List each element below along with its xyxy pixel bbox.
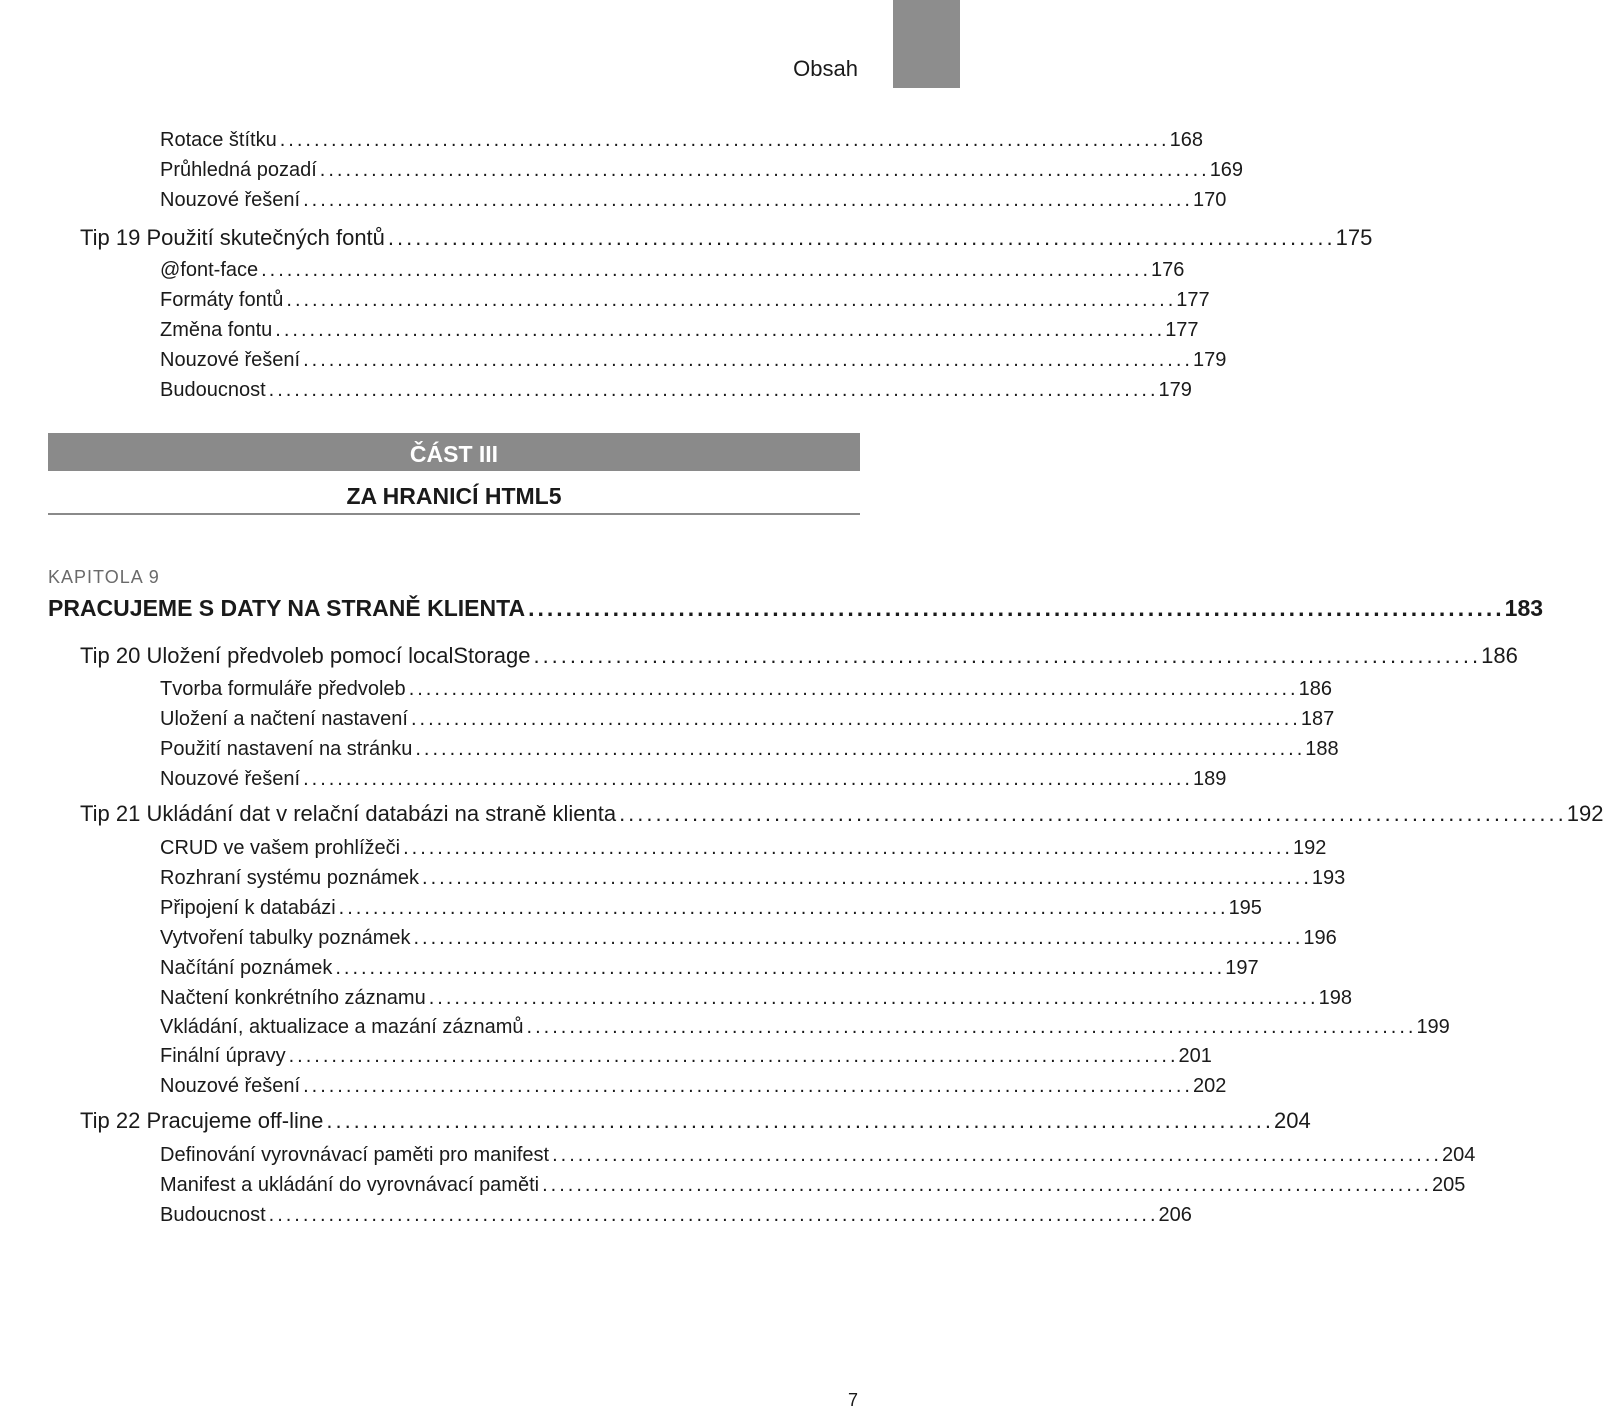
- dot-leader: ........................................................................................................: [413, 927, 1304, 949]
- toc-entry[interactable]: [160, 986, 1352, 1010]
- chapter-kicker: KAPITOLA 9: [48, 567, 160, 587]
- toc-entry-page: 205: [1431, 1174, 1466, 1196]
- toc-entry-page: 175: [1335, 225, 1373, 250]
- toc-entry[interactable]: [160, 866, 1346, 890]
- toc-entry-page: 192: [1566, 801, 1603, 826]
- dot-leader: ........................................................................................................: [303, 1075, 1193, 1097]
- toc-entry-page: 189: [1192, 768, 1227, 790]
- toc-entry-title: Načítání poznámek: [160, 957, 333, 979]
- toc-entry[interactable]: [160, 677, 1332, 701]
- toc-entry-title: Nouzové řešení: [160, 768, 301, 790]
- toc-entry-page: 186: [1481, 643, 1518, 668]
- dot-leader: ........................................................................................................: [422, 867, 1312, 889]
- dot-leader: ........................................................................................................: [552, 1144, 1442, 1166]
- toc-entry-title: Nouzové řešení: [160, 189, 301, 211]
- toc-entry-page: 197: [1225, 957, 1259, 979]
- toc-entry-title: Průhledná pozadí: [160, 159, 317, 181]
- toc-entry-page: 186: [1298, 678, 1332, 700]
- toc-entry-title: Rozhraní systému poznámek: [160, 867, 420, 889]
- toc-entry-title: PRACUJEME S DATY NA STRANĚ KLIENTA: [48, 595, 526, 621]
- toc-entry-title: Vytvoření tabulky poznámek: [160, 927, 411, 949]
- dot-leader: ........................................................................................................: [303, 349, 1193, 371]
- toc-entry-page: 176: [1151, 259, 1185, 281]
- toc-entry[interactable]: [160, 258, 1185, 282]
- toc-entry-title: Formáty fontů: [160, 289, 284, 311]
- toc-entry[interactable]: [160, 378, 1192, 402]
- toc-entry-title: Rotace štítku: [160, 129, 277, 151]
- toc-entry-page: 177: [1165, 319, 1199, 341]
- dot-leader: ........................................................................................................: [526, 1016, 1417, 1038]
- part-label: ČÁST III: [409, 441, 499, 467]
- toc-entry-page: 198: [1318, 987, 1352, 1009]
- toc-entry-title: Uložení a načtení nastavení: [160, 708, 408, 730]
- dot-leader: ........................................................................................................: [428, 987, 1319, 1009]
- toc-entry[interactable]: [160, 318, 1199, 342]
- toc-entry-title: Načtení konkrétního záznamu: [160, 987, 426, 1009]
- toc-entry[interactable]: [160, 128, 1203, 152]
- dot-leader: ........................................................................................................: [268, 1204, 1159, 1226]
- toc-entry-page: 192: [1292, 837, 1327, 859]
- dot-leader: ........................................................................................................: [275, 319, 1166, 341]
- dot-leader: ........................................................................................................: [303, 189, 1193, 211]
- toc-entry-page: 183: [1504, 595, 1544, 621]
- toc-entry-page: 169: [1209, 159, 1244, 181]
- toc-entry-title: Vkládání, aktualizace a mazání záznamů: [160, 1016, 524, 1038]
- toc-entry-title: Tip 22 Pracujeme off-line: [80, 1108, 324, 1133]
- toc-entry[interactable]: [160, 737, 1339, 761]
- dot-leader: ........................................................................................................: [279, 129, 1170, 151]
- toc-entry[interactable]: [160, 348, 1227, 372]
- toc-entry-page: 187: [1300, 708, 1335, 730]
- toc-entry-page: 199: [1416, 1016, 1450, 1038]
- toc-entry-page: 177: [1176, 289, 1210, 311]
- dot-leader: ........................................................................................................: [542, 1174, 1432, 1196]
- toc-entry-page: 188: [1305, 738, 1339, 760]
- toc-entry-page: 168: [1169, 129, 1203, 151]
- dot-leader: ........................................................................................................: [288, 1045, 1179, 1067]
- toc-entry[interactable]: [160, 767, 1227, 791]
- toc-tip-19[interactable]: [80, 225, 1373, 251]
- toc-entry-title: Tvorba formuláře předvoleb: [160, 678, 406, 700]
- dot-leader: ........................................................................................................: [286, 289, 1177, 311]
- toc-entry[interactable]: [160, 707, 1335, 731]
- toc-tip-21[interactable]: [80, 801, 1603, 827]
- toc-entry[interactable]: [160, 188, 1227, 212]
- dot-leader: ........................................................................................................: [533, 643, 1482, 668]
- toc-entry[interactable]: [160, 956, 1259, 980]
- toc-entry-title: Nouzové řešení: [160, 1075, 301, 1097]
- toc-entry-title: Změna fontu: [160, 319, 273, 341]
- toc-entry-page: 179: [1158, 379, 1192, 401]
- dot-leader: ........................................................................................................: [415, 738, 1306, 760]
- dot-leader: ........................................................................................................: [387, 225, 1336, 250]
- dot-leader: ........................................................................................................: [528, 595, 1505, 621]
- toc-entry-page: 195: [1228, 897, 1262, 919]
- toc-entry-title: Budoucnost: [160, 1204, 266, 1226]
- toc-entry[interactable]: [160, 288, 1210, 312]
- dot-leader: ........................................................................................................: [303, 768, 1193, 790]
- dot-leader: ........................................................................................................: [410, 708, 1301, 730]
- toc-entry[interactable]: [160, 1044, 1212, 1068]
- toc-entry-page: 201: [1178, 1045, 1212, 1067]
- part-divider: [48, 513, 860, 515]
- dot-leader: ........................................................................................................: [261, 259, 1152, 281]
- toc-entry-page: 204: [1274, 1108, 1311, 1133]
- toc-entry-title: Tip 20 Uložení předvoleb pomocí localStorage: [80, 643, 531, 668]
- dot-leader: ........................................................................................................: [335, 957, 1226, 979]
- toc-entry[interactable]: [160, 836, 1327, 860]
- toc-entry-title: @font-face: [160, 259, 259, 281]
- page-number: 7: [847, 1390, 858, 1410]
- toc-entry-title: Budoucnost: [160, 379, 266, 401]
- toc-entry-title: Definování vyrovnávací paměti pro manifest: [160, 1144, 550, 1166]
- toc-chapter-9[interactable]: [48, 595, 1544, 623]
- dot-leader: ........................................................................................................: [338, 897, 1229, 919]
- toc-entry-title: Tip 21 Ukládání dat v relační databázi na straně klienta: [80, 801, 617, 826]
- toc-entry[interactable]: [160, 1143, 1476, 1167]
- part-title: ZA HRANICÍ HTML5: [346, 483, 562, 509]
- running-header: Obsah: [793, 56, 858, 81]
- toc-entry-title: Připojení k databázi: [160, 897, 336, 919]
- dot-leader: ........................................................................................................: [268, 379, 1159, 401]
- toc-entry-title: Nouzové řešení: [160, 349, 301, 371]
- toc-entry-page: 193: [1311, 867, 1346, 889]
- toc-entry-page: 206: [1158, 1204, 1192, 1226]
- toc-entry[interactable]: [160, 158, 1244, 182]
- corner-tab: [893, 0, 960, 88]
- toc-entry-title: Použití nastavení na stránku: [160, 738, 413, 760]
- dot-leader: ........................................................................................................: [319, 159, 1210, 181]
- toc-tip-22[interactable]: [80, 1108, 1311, 1134]
- toc-entry-page: 196: [1303, 927, 1337, 949]
- toc-entry-page: 202: [1192, 1075, 1227, 1097]
- toc-entry[interactable]: [160, 926, 1337, 950]
- toc-entry-title: Manifest a ukládání do vyrovnávací paměti: [160, 1174, 540, 1196]
- toc-entry[interactable]: [160, 896, 1262, 920]
- toc-entry[interactable]: [160, 1203, 1192, 1227]
- toc-entry-page: 204: [1441, 1144, 1476, 1166]
- dot-leader: ........................................................................................................: [408, 678, 1299, 700]
- toc-entry-page: 170: [1192, 189, 1227, 211]
- toc-entry-page: 179: [1192, 349, 1227, 371]
- toc-entry[interactable]: [160, 1015, 1450, 1039]
- dot-leader: ........................................................................................................: [403, 837, 1293, 859]
- toc-entry[interactable]: [160, 1173, 1466, 1197]
- toc-tip-20[interactable]: [80, 643, 1518, 669]
- dot-leader: ........................................................................................................: [326, 1108, 1275, 1133]
- toc-entry-title: CRUD ve vašem prohlížeči: [160, 837, 401, 859]
- dot-leader: ........................................................................................................: [619, 801, 1567, 826]
- toc-entry-title: Tip 19 Použití skutečných fontů: [80, 225, 385, 250]
- toc-entry[interactable]: [160, 1074, 1227, 1098]
- toc-entry-title: Finální úpravy: [160, 1045, 286, 1067]
